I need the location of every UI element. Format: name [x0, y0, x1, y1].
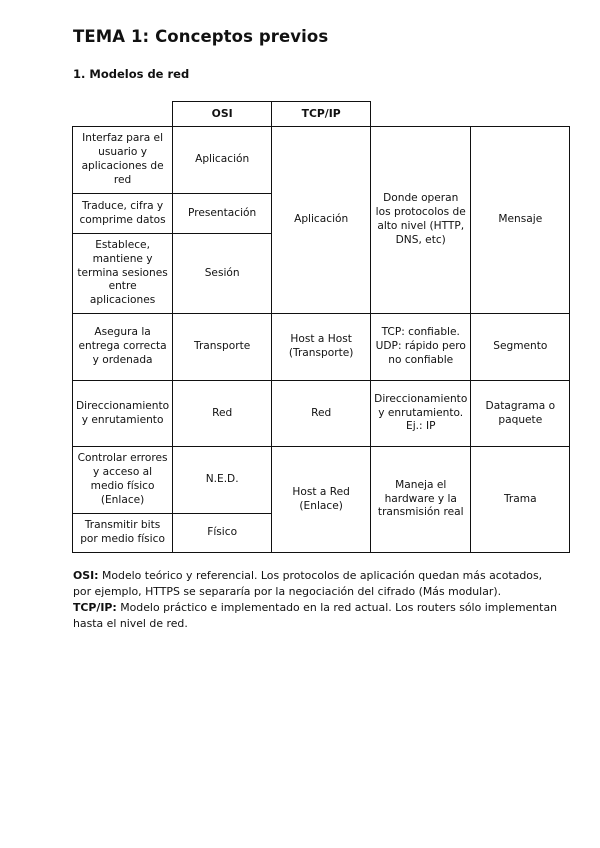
section-heading: 1. Modelos de red — [73, 67, 190, 81]
osi-layer: Sesión — [173, 234, 272, 314]
layer-description: Traduce, cifra y comprime datos — [73, 194, 173, 234]
tcpip-layer: Host a Host (Transporte) — [272, 314, 371, 381]
layer-note: Maneja el hardware y la transmisión real — [371, 447, 471, 553]
note-tcpip-label: TCP/IP: — [73, 601, 117, 614]
pdu-name: Mensaje — [471, 127, 570, 314]
tcpip-layer: Host a Red (Enlace) — [272, 447, 371, 553]
layer-note: TCP: confiable. UDP: rápido pero no confiable — [371, 314, 471, 381]
tcpip-layer: Aplicación — [272, 127, 371, 314]
osi-layer: Transporte — [173, 314, 272, 381]
pdu-name: Trama — [471, 447, 570, 553]
layer-description: Asegura la entrega correcta y ordenada — [73, 314, 173, 381]
tcpip-layer: Red — [272, 381, 371, 447]
layer-note: Direccionamiento y enrutamiento. Ej.: IP — [371, 381, 471, 447]
layer-description: Transmitir bits por medio físico — [73, 514, 173, 553]
osi-layer: Red — [173, 381, 272, 447]
note-osi-text: Modelo teórico y referencial. Los protocolos de aplicación quedan más acotados, por ejemplo, HTTPS se separaría por la negociación del cifrado (Más modular). — [73, 569, 543, 598]
layer-description: Interfaz para el usuario y aplicaciones de red — [73, 127, 173, 194]
layer-note: Donde operan los protocolos de alto nivel (HTTP, DNS, etc) — [371, 127, 471, 314]
pdu-name: Datagrama o paquete — [471, 381, 570, 447]
note-osi-label: OSI: — [73, 569, 99, 582]
osi-layer: Aplicación — [173, 127, 272, 194]
osi-layer: Físico — [173, 514, 272, 553]
note-tcpip-text: Modelo práctico e implementado en la red actual. Los routers sólo implementan hasta el nivel de red. — [73, 601, 558, 630]
osi-layer: N.E.D. — [173, 447, 272, 514]
layer-description: Direccionamiento y enrutamiento — [73, 381, 173, 447]
header-tcpip: TCP/IP — [272, 102, 371, 127]
layer-description: Controlar errores y acceso al medio físico (Enlace) — [73, 447, 173, 514]
table-header-row — [73, 102, 570, 127]
table-row — [73, 314, 570, 381]
table-row — [73, 381, 570, 447]
header-osi: OSI — [173, 102, 272, 127]
layer-description: Establece, mantiene y termina sesiones entre aplicaciones — [73, 234, 173, 314]
page-title: TEMA 1: Conceptos previos — [73, 27, 329, 46]
table-row — [73, 127, 570, 194]
note-osi — [73, 568, 563, 600]
table-row — [73, 447, 570, 514]
footnotes — [73, 568, 563, 632]
note-tcpip — [73, 600, 563, 632]
osi-layer: Presentación — [173, 194, 272, 234]
pdu-name: Segmento — [471, 314, 570, 381]
network-models-table — [72, 101, 570, 553]
